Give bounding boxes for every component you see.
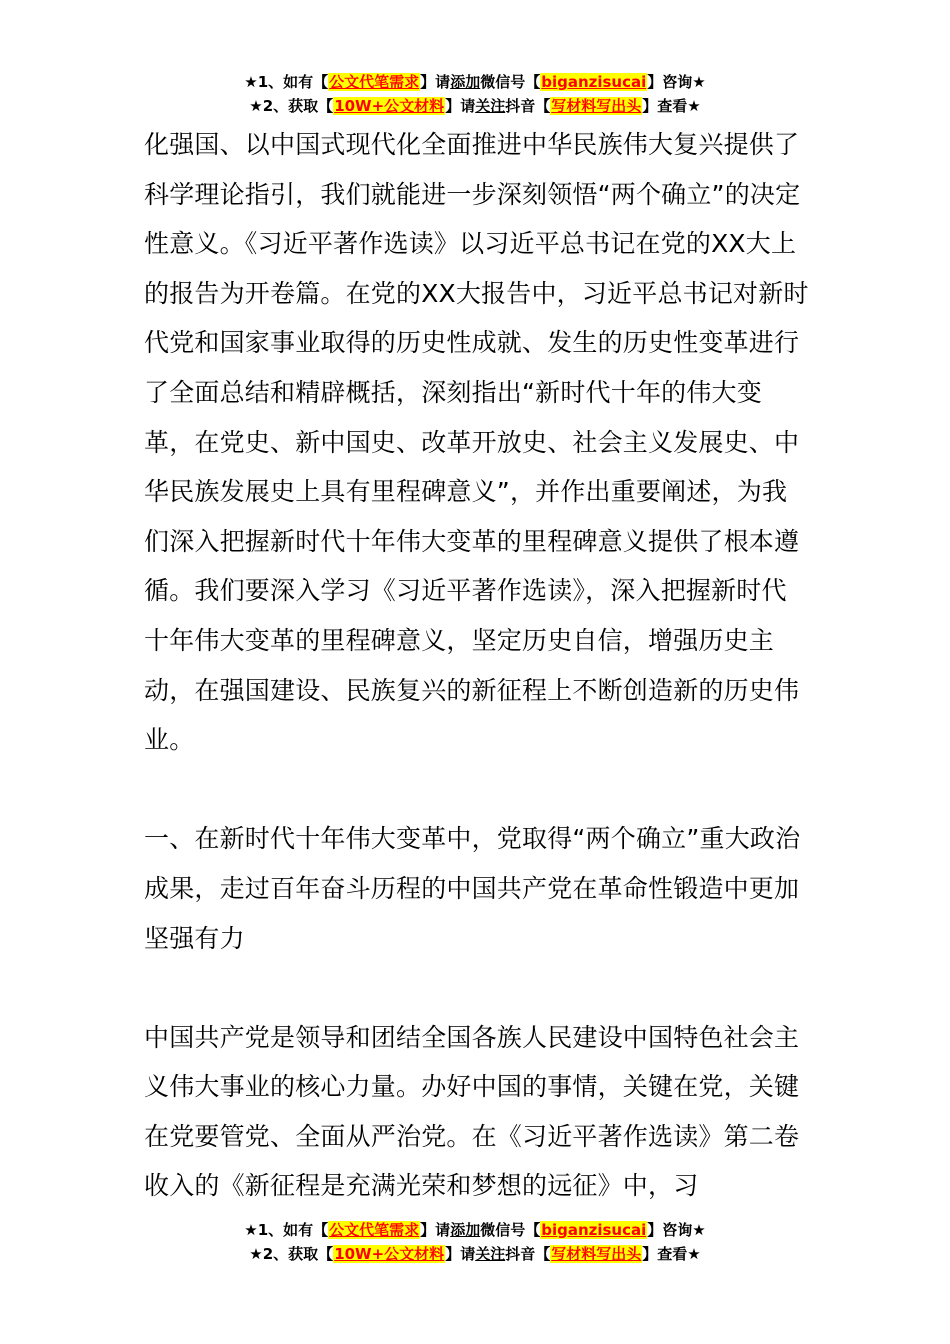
banner-text: 】查看★ [642, 97, 701, 115]
highlight-wechat-id: biganzisucai [541, 73, 647, 91]
banner-text: 】请 [420, 73, 451, 91]
section-heading-1: 一、在新时代十年伟大变革中，党取得“两个确立”重大政治成果，走过百年奋斗历程的中国共产党在革命性锻造中更加坚强有力 [144, 824, 801, 953]
banner-text: 】咨询★ [647, 73, 706, 91]
footer-banner [0, 1218, 950, 1266]
banner-text: ★1、如有【 [244, 1221, 329, 1239]
banner-text: 】请 [420, 1221, 451, 1239]
banner-text: ★1、如有【 [244, 73, 329, 91]
banner-text: 微信号【 [480, 73, 541, 91]
banner-line-1 [0, 70, 950, 94]
underlined-add: 添加 [450, 1221, 481, 1239]
banner-text: 抖音【 [505, 1245, 551, 1263]
body-paragraph-2: 中国共产党是领导和团结全国各族人民建设中国特色社会主义伟大事业的核心力量。办好中国的事情，关键在党，关键在党要管党、全面从严治党。在《习近平著作选读》第二卷收入的《新征程是充满光荣和梦想的远征》中，习 [144, 1022, 800, 1201]
paragraph-gap [144, 765, 810, 815]
banner-text: ★2、获取【 [249, 97, 334, 115]
underlined-follow: 关注 [475, 1245, 506, 1263]
highlight-douyin: 写材料写出头 [551, 1245, 642, 1263]
highlight-materials: 10W+公文材料 [334, 97, 445, 115]
banner-text: 】请 [445, 97, 476, 115]
banner-line-2 [0, 1242, 950, 1266]
highlight-douyin: 写材料写出头 [551, 97, 642, 115]
highlight-materials: 10W+公文材料 [334, 1245, 445, 1263]
banner-text: 】请 [445, 1245, 476, 1263]
banner-line-2 [0, 94, 950, 118]
underlined-add: 添加 [450, 73, 481, 91]
paragraph-gap [144, 963, 810, 1013]
banner-text: 抖音【 [505, 97, 551, 115]
highlight-wechat-id: biganzisucai [541, 1221, 647, 1239]
body-paragraph-1: 化强国、以中国式现代化全面推进中华民族伟大复兴提供了科学理论指引，我们就能进一步深刻领悟“两个确立”的决定性意义。《习近平著作选读》以习近平总书记在党的XX大上的报告为开卷篇。在党的XX大报告中，习近平总书记对新时代党和国家事业取得的历史性成就、发生的历史性变革进行了全面总结和精辟概括，深刻指出“新时代十年的伟大变革，在党史、新中国史、改革开放史、社会主义发展史、中华民族发展史上具有里程碑意义”，并作出重要阐述，为我们深入把握新时代十年伟大变革的里程碑意义提供了根本遵循。我们要深入学习《习近平著作选读》，深入把握新时代十年伟大变革的里程碑意义，坚定历史自信，增强历史主动，在强国建设、民族复兴的新征程上不断创造新的历史伟业。 [144, 130, 809, 755]
banner-text: 】查看★ [642, 1245, 701, 1263]
highlight-ghostwriting: 公文代笔需求 [329, 73, 420, 91]
banner-text: ★2、获取【 [249, 1245, 334, 1263]
banner-text: 】咨询★ [647, 1221, 706, 1239]
document-body [144, 120, 810, 1211]
underlined-follow: 关注 [475, 97, 506, 115]
header-banner [0, 70, 950, 118]
highlight-ghostwriting: 公文代笔需求 [329, 1221, 420, 1239]
banner-line-1 [0, 1218, 950, 1242]
banner-text: 微信号【 [480, 1221, 541, 1239]
